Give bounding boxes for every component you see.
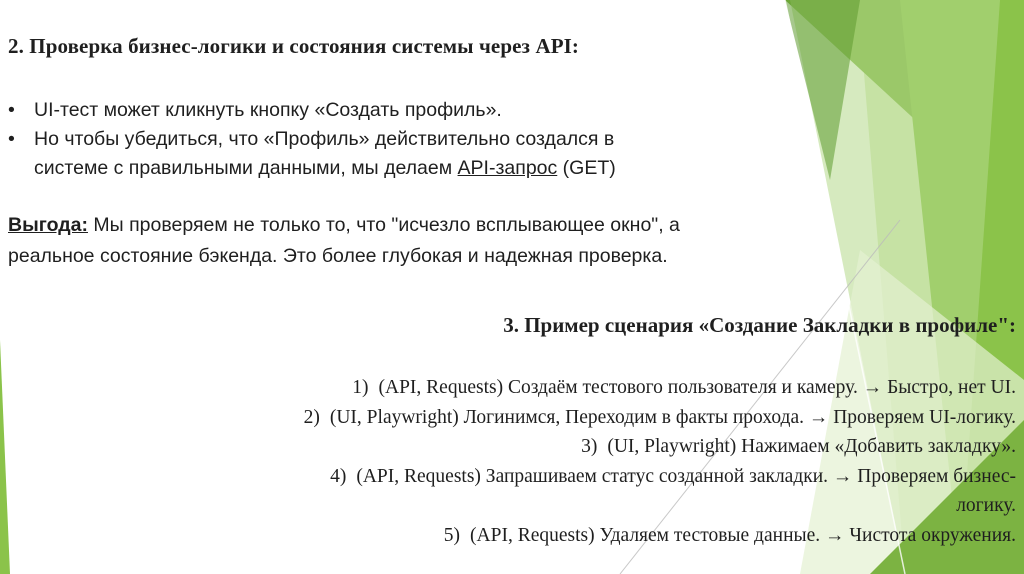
step-number: 2) bbox=[303, 406, 320, 428]
bullet-icon: • bbox=[8, 128, 15, 150]
step-number: 1) bbox=[352, 377, 369, 398]
step-text: (API, Requests) Создаём тестового пользователя и камеру. → Быстро, нет UI. bbox=[378, 377, 1016, 398]
bullet-text-line2-end: (GET) bbox=[557, 157, 616, 179]
step-item bbox=[136, 403, 1016, 433]
scenario-steps bbox=[136, 373, 1016, 550]
section-2-title: 2. Проверка бизнес-логики и состояния системы через API: bbox=[8, 34, 579, 58]
bullet-item bbox=[8, 125, 616, 183]
step-item bbox=[136, 521, 1016, 551]
bullet-list bbox=[8, 96, 616, 183]
bullet-text-line1: Но чтобы убедиться, что «Профиль» действительно создался в bbox=[34, 128, 615, 150]
step-item-continued: логику. bbox=[956, 495, 1016, 516]
step-item bbox=[136, 373, 1016, 403]
bullet-text: UI-тест может кликнуть кнопку «Создать профиль». bbox=[34, 99, 502, 121]
step-number: 5) bbox=[443, 524, 461, 546]
step-number: 3) bbox=[581, 436, 598, 457]
step-number: 4) bbox=[330, 465, 347, 487]
benefit-text: Мы проверяем не только то, что "исчезло всплывающее окно", а реальное состояние бэкенда. Это более глубокая и надежная проверка. bbox=[8, 214, 680, 267]
bullet-item bbox=[8, 96, 616, 125]
step-text: (UI, Playwright) Логинимся, Переходим в факты прохода. → Проверяем UI-логику. bbox=[329, 406, 1016, 428]
step-text: (UI, Playwright) Нажимаем «Добавить закладку». bbox=[607, 436, 1016, 457]
step-text: (API, Requests) Запрашиваем статус созданной закладки. → Проверяем бизнес- bbox=[356, 465, 1016, 487]
step-text: (API, Requests) Удаляем тестовые данные. → Чистота окружения. bbox=[470, 524, 1016, 546]
bg-shape-left-green bbox=[0, 340, 10, 574]
section-3-title: 3. Пример сценария «Создание Закладки в профиле": bbox=[503, 313, 1016, 337]
step-item bbox=[136, 462, 1016, 492]
benefit-paragraph bbox=[8, 210, 748, 272]
step-item bbox=[136, 432, 1016, 462]
api-request-link[interactable]: API-запрос bbox=[457, 157, 558, 179]
benefit-label: Выгода: bbox=[8, 214, 88, 236]
bullet-icon: • bbox=[8, 99, 15, 121]
bullet-text-line2: системе с правильными данными, мы делаем bbox=[34, 157, 458, 179]
